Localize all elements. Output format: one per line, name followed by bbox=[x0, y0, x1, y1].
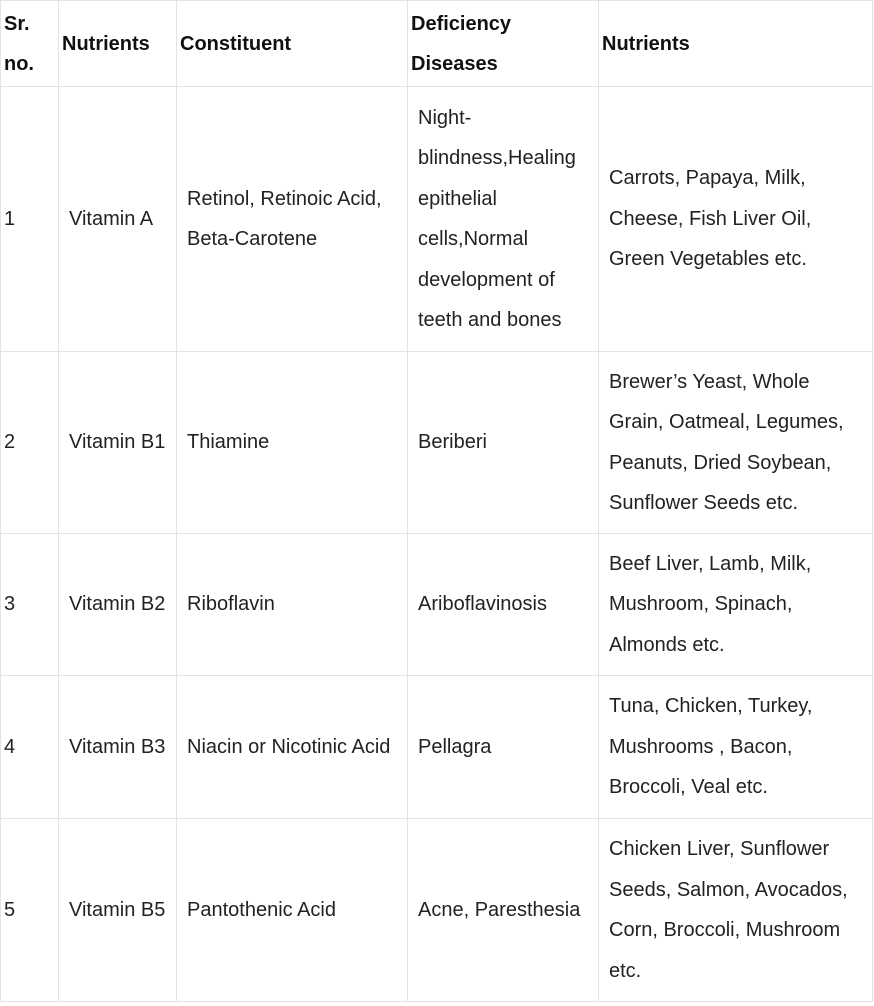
header-sr-no: Sr. no. bbox=[1, 1, 59, 87]
header-food-sources: Nutrients bbox=[599, 1, 873, 87]
header-deficiency-diseases: Deficiency Diseases bbox=[408, 1, 599, 87]
cell-constituent: Retinol, Retinoic Acid, Beta-Carotene bbox=[177, 87, 408, 352]
cell-sr-no: 1 bbox=[1, 87, 59, 352]
cell-deficiency: Acne, Paresthesia bbox=[408, 819, 599, 1002]
table-row bbox=[1, 352, 873, 534]
cell-constituent: Niacin or Nicotinic Acid bbox=[177, 676, 408, 819]
table-header-row bbox=[1, 1, 873, 87]
cell-sr-no: 4 bbox=[1, 676, 59, 819]
cell-deficiency: Ariboflavinosis bbox=[408, 534, 599, 676]
cell-sources: Brewer’s Yeast, Whole Grain, Oatmeal, Legumes, Peanuts, Dried Soybean, Sunflower Seeds etc. bbox=[599, 352, 873, 534]
table-row bbox=[1, 534, 873, 676]
cell-nutrient: Vitamin B5 bbox=[59, 819, 177, 1002]
table-row bbox=[1, 87, 873, 352]
cell-sources: Chicken Liver, Sunflower Seeds, Salmon, Avocados, Corn, Broccoli, Mushroom etc. bbox=[599, 819, 873, 1002]
cell-nutrient: Vitamin A bbox=[59, 87, 177, 352]
header-constituent: Constituent bbox=[177, 1, 408, 87]
table-row bbox=[1, 676, 873, 819]
cell-nutrient: Vitamin B2 bbox=[59, 534, 177, 676]
cell-sr-no: 2 bbox=[1, 352, 59, 534]
cell-deficiency: Night-blindness,Healing epithelial cells,Normal development of teeth and bones bbox=[408, 87, 599, 352]
cell-sr-no: 5 bbox=[1, 819, 59, 1002]
cell-nutrient: Vitamin B1 bbox=[59, 352, 177, 534]
cell-constituent: Thiamine bbox=[177, 352, 408, 534]
cell-nutrient: Vitamin B3 bbox=[59, 676, 177, 819]
cell-sources: Carrots, Papaya, Milk, Cheese, Fish Liver Oil, Green Vegetables etc. bbox=[599, 87, 873, 352]
cell-sources: Tuna, Chicken, Turkey, Mushrooms , Bacon, Broccoli, Veal etc. bbox=[599, 676, 873, 819]
cell-constituent: Pantothenic Acid bbox=[177, 819, 408, 1002]
header-nutrients: Nutrients bbox=[59, 1, 177, 87]
cell-sr-no: 3 bbox=[1, 534, 59, 676]
cell-deficiency: Beriberi bbox=[408, 352, 599, 534]
cell-deficiency: Pellagra bbox=[408, 676, 599, 819]
cell-constituent: Riboflavin bbox=[177, 534, 408, 676]
table-row bbox=[1, 819, 873, 1002]
cell-sources: Beef Liver, Lamb, Milk, Mushroom, Spinach, Almonds etc. bbox=[599, 534, 873, 676]
